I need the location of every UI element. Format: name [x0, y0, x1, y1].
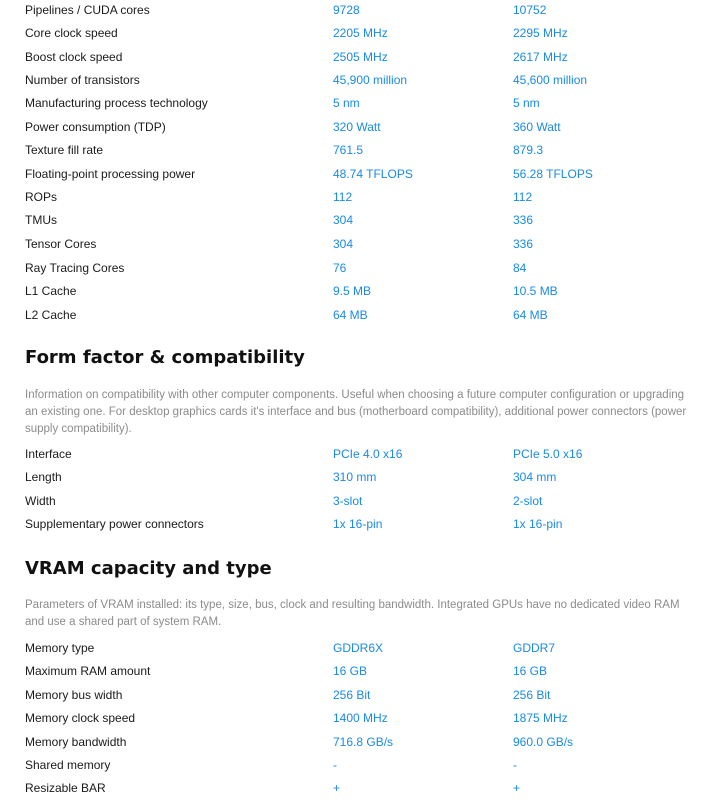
spec-value-gpu1[interactable]: 16 GB	[333, 664, 368, 678]
spec-row-tdp	[0, 116, 718, 138]
spec-value-gpu1[interactable]: 1400 MHz	[333, 711, 388, 725]
spec-row-core-clock	[0, 22, 718, 44]
spec-value-gpu1[interactable]: 48.74 TFLOPS	[333, 167, 413, 181]
spec-row-resizable-bar	[0, 777, 718, 799]
spec-value-gpu2[interactable]: 5 nm	[513, 96, 540, 110]
spec-value-gpu1[interactable]: 256 Bit	[333, 688, 371, 702]
spec-value-gpu2[interactable]: 1x 16-pin	[513, 517, 563, 531]
section-title-form-factor: Form factor & compatibility	[25, 347, 305, 368]
spec-value-gpu2[interactable]: -	[513, 758, 517, 772]
spec-row-power-connectors	[0, 513, 718, 535]
spec-value-gpu1[interactable]: 304	[333, 213, 354, 227]
spec-value-gpu2[interactable]: 304 mm	[513, 470, 557, 484]
spec-label: L2 Cache	[25, 308, 77, 322]
spec-label: Manufacturing process technology	[25, 96, 208, 110]
spec-value-gpu1[interactable]: 310 mm	[333, 470, 377, 484]
spec-label: Boost clock speed	[25, 50, 123, 64]
spec-value-gpu1[interactable]: PCIe 4.0 x16	[333, 447, 403, 461]
spec-row-bandwidth	[0, 731, 718, 753]
spec-value-gpu2[interactable]: +	[513, 781, 521, 795]
spec-value-gpu1[interactable]: 9728	[333, 3, 360, 17]
spec-label: Texture fill rate	[25, 143, 104, 157]
section-description-vram: Parameters of VRAM installed: its type, size, bus, clock and resulting bandwidth. Integrated GPUs have no dedicated video RAM and use a shared part of system RAM.	[25, 599, 680, 628]
spec-row-tmus	[0, 209, 718, 231]
spec-row-tensor-cores	[0, 233, 718, 255]
spec-value-gpu1[interactable]: 5 nm	[333, 96, 360, 110]
spec-value-gpu2[interactable]: 2617 MHz	[513, 50, 568, 64]
spec-value-gpu2[interactable]: 56.28 TFLOPS	[513, 167, 593, 181]
spec-row-bus-width	[0, 684, 718, 706]
spec-value-gpu1[interactable]: 1x 16-pin	[333, 517, 383, 531]
spec-row-transistors	[0, 69, 718, 91]
spec-value-gpu2[interactable]: GDDR7	[513, 641, 556, 655]
spec-row-l2-cache	[0, 304, 718, 326]
spec-value-gpu2[interactable]: PCIe 5.0 x16	[513, 447, 583, 461]
spec-row-memory-clock	[0, 707, 718, 729]
spec-value-gpu1[interactable]: 45,900 million	[333, 73, 408, 87]
spec-label: Length	[25, 470, 62, 484]
spec-value-gpu1[interactable]: 2205 MHz	[333, 26, 388, 40]
spec-value-gpu1[interactable]: 112	[333, 190, 353, 204]
spec-label: L1 Cache	[25, 284, 77, 298]
spec-label: Memory bandwidth	[25, 735, 127, 749]
spec-value-gpu1[interactable]: +	[333, 781, 341, 795]
spec-value-gpu2[interactable]: 10.5 MB	[513, 284, 558, 298]
section-title-vram: VRAM capacity and type	[25, 558, 272, 579]
spec-value-gpu1[interactable]: 76	[333, 261, 347, 275]
spec-row-memory-type	[0, 637, 718, 659]
spec-label: Memory type	[25, 641, 95, 655]
spec-row-shared-memory	[0, 754, 718, 776]
spec-value-gpu2[interactable]: 45,600 million	[513, 73, 588, 87]
spec-value-gpu1[interactable]: 64 MB	[333, 308, 368, 322]
spec-row-cuda-cores	[0, 0, 718, 21]
spec-value-gpu2[interactable]: 16 GB	[513, 664, 548, 678]
spec-label: Floating-point processing power	[25, 167, 196, 181]
spec-label: ROPs	[25, 190, 58, 204]
spec-label: Width	[25, 494, 56, 508]
section-description-form-factor: Information on compatibility with other computer components. Useful when choosing a future computer configuration or upgrading an existing one. For desktop graphics cards it's interface and bus (motherboard compatibility), additional power connectors (power supply compatibility).	[25, 389, 687, 435]
spec-value-gpu2[interactable]: 879.3	[513, 143, 544, 157]
spec-row-l1-cache	[0, 280, 718, 302]
spec-value-gpu2[interactable]: 84	[513, 261, 527, 275]
spec-label: Interface	[25, 447, 72, 461]
spec-value-gpu2[interactable]: 360 Watt	[513, 120, 561, 134]
spec-label: Pipelines / CUDA cores	[25, 3, 150, 17]
spec-row-texture-fill	[0, 139, 718, 161]
spec-row-process	[0, 92, 718, 114]
spec-value-gpu2[interactable]: 960.0 GB/s	[513, 735, 574, 749]
spec-value-gpu1[interactable]: 761.5	[333, 143, 364, 157]
spec-value-gpu1[interactable]: 3-slot	[333, 494, 363, 508]
spec-label: TMUs	[25, 213, 57, 227]
spec-value-gpu1[interactable]: 716.8 GB/s	[333, 735, 394, 749]
spec-label: Number of transistors	[25, 73, 140, 87]
spec-value-gpu2[interactable]: 64 MB	[513, 308, 548, 322]
spec-value-gpu1[interactable]: 320 Watt	[333, 120, 381, 134]
spec-value-gpu1[interactable]: 2505 MHz	[333, 50, 388, 64]
spec-label: Supplementary power connectors	[25, 517, 204, 531]
spec-label: Power consumption (TDP)	[25, 120, 166, 134]
spec-value-gpu1[interactable]: 9.5 MB	[333, 284, 372, 298]
spec-row-width	[0, 490, 718, 512]
spec-value-gpu2[interactable]: 112	[513, 190, 533, 204]
spec-label: Core clock speed	[25, 26, 118, 40]
spec-label: Shared memory	[25, 758, 111, 772]
spec-value-gpu2[interactable]: 2-slot	[513, 494, 543, 508]
spec-label: Memory bus width	[25, 688, 123, 702]
spec-row-rops	[0, 186, 718, 208]
spec-row-max-ram	[0, 660, 718, 682]
spec-row-length	[0, 466, 718, 488]
spec-label: Ray Tracing Cores	[25, 261, 125, 275]
spec-value-gpu2[interactable]: 336	[513, 213, 534, 227]
spec-value-gpu2[interactable]: 2295 MHz	[513, 26, 568, 40]
spec-value-gpu2[interactable]: 1875 MHz	[513, 711, 568, 725]
spec-value-gpu2[interactable]: 336	[513, 237, 534, 251]
spec-row-rt-cores	[0, 257, 718, 279]
spec-value-gpu2[interactable]: 256 Bit	[513, 688, 551, 702]
spec-label: Tensor Cores	[25, 237, 97, 251]
spec-row-boost-clock	[0, 46, 718, 68]
spec-row-interface	[0, 443, 718, 465]
spec-value-gpu1[interactable]: 304	[333, 237, 354, 251]
spec-label: Maximum RAM amount	[25, 664, 151, 678]
spec-label: Resizable BAR	[25, 781, 106, 795]
spec-value-gpu2[interactable]: 10752	[513, 3, 547, 17]
spec-value-gpu1[interactable]: GDDR6X	[333, 641, 384, 655]
spec-value-gpu1[interactable]: -	[333, 758, 337, 772]
spec-row-flops	[0, 163, 718, 185]
spec-label: Memory clock speed	[25, 711, 136, 725]
